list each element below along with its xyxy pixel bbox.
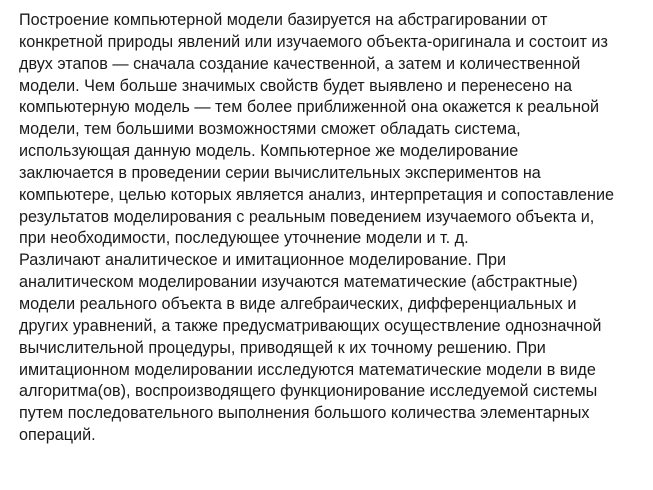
text-line: при необходимости, последующее уточнение модели и т. д. — [19, 229, 469, 248]
text-line: результатов моделирования с реальным поведением изучаемого объекта и, — [19, 207, 595, 226]
text-line: модели. Чем больше значимых свойств будет выявлено и перенесено на — [19, 76, 573, 95]
text-line: модели реального объекта в виде алгебраических, дифференциальных и — [19, 294, 577, 313]
text-line: заключается в проведении серии вычислительных экспериментов на — [19, 163, 541, 182]
text-line: вычислительной процедуры, приводящей к их точному решению. При — [19, 338, 546, 357]
text-line: алгоритма(ов), воспроизводящего функционирование исследуемой системы — [19, 382, 598, 401]
text-line: операций. — [19, 426, 96, 445]
text-line: компьютерную модель — тем более приближенной она окажется к реальной — [19, 98, 600, 117]
text-line: других уравнений, а также предусматривающих осуществление однозначной — [19, 316, 602, 335]
document-text — [19, 10, 649, 447]
paragraph-1 — [19, 10, 649, 250]
text-line: компьютере, целью которых является анализ, интерпретация и сопоставление — [19, 185, 615, 204]
text-line: путем последовательного выполнения большого количества элементарных — [19, 404, 590, 423]
text-line: аналитическом моделировании изучаются математические (абстрактные) — [19, 273, 578, 292]
paragraph-2 — [19, 250, 649, 447]
text-line: имитационном моделировании исследуются математические модели в виде — [19, 360, 596, 379]
text-line: двух этапов — сначала создание качественной, а затем и количественной — [19, 54, 581, 73]
text-line: Различают аналитическое и имитационное моделирование. При — [19, 251, 507, 270]
text-line: конкретной природы явлений или изучаемого объекта-оригинала и состоит из — [19, 32, 608, 51]
text-line: Построение компьютерной модели базируется на абстрагировании от — [19, 11, 548, 29]
text-line: использующая данную модель. Компьютерное же моделирование — [19, 142, 519, 161]
text-line: модели, тем большими возможностями сможет обладать система, — [19, 120, 521, 139]
